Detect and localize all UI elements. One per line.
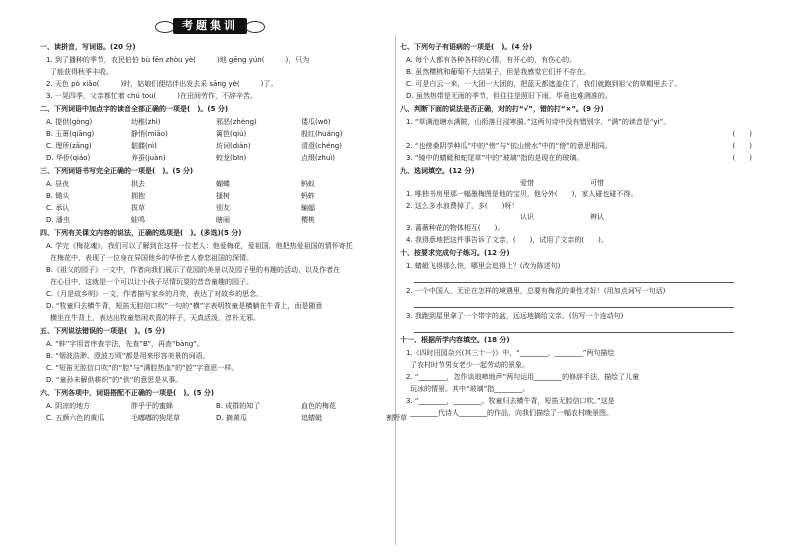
question-line: 2. 一个中国人，无论在怎样的境遇里，总要有梅花的秉性才好！(用加点词写一句话) — [406, 287, 666, 295]
section-banner — [155, 16, 265, 38]
question-line: 在梅花中，表现了一位身在异国他乡的华侨老人眷恋祖国的深情。 — [50, 254, 253, 262]
question-line: 在心目中，这就是一个可以让小孩子尽情玩耍的昔音童趣的园子。 — [50, 278, 253, 286]
word-choice: 认识 — [520, 213, 534, 221]
option: C. 理所(zāng) — [46, 142, 92, 150]
option-row — [46, 412, 407, 424]
option: 蝴蝶 — [216, 180, 230, 188]
question-line: A. 每个人都有各种各样的心情，有开心的，有伤心的。 — [406, 56, 577, 64]
section-title: 一、读拼音，写词语。(20 分) — [40, 43, 136, 51]
column-divider — [395, 35, 396, 545]
question-line: 1. “草满池塘水满陂，山衔落日浸寒漪。”这两句诗中没有错别字，“满”的读音是“yì”。 — [406, 118, 671, 126]
question-line: 1. 到了播种的季节，农民伯伯 bù fēn zhòu yè( )地 gēng yún( )，只为 — [46, 56, 310, 64]
word-choices — [520, 212, 752, 222]
question-line: 2. “也傍桑阴学种瓜”中的“傍”与“依山傍水”中的“傍”的意思相同。 — [406, 142, 612, 150]
option-row — [46, 178, 390, 190]
question-line: 1. 唯独书房里那一幅墨梅图是他的宝贝，他分外( )，家人碰也碰不得。 — [406, 190, 638, 198]
answer-bracket[interactable]: ( ) — [732, 142, 752, 150]
question-line: 2. 这么多水浪费掉了，多( )呀！ — [406, 202, 519, 210]
answer-bracket[interactable]: ( ) — [732, 154, 752, 162]
option: 蚂蚱 — [301, 192, 315, 200]
option: 幼稚(zhì) — [131, 118, 161, 126]
question-line: A. 学完《梅花魂》，我们可以了解到在这样一位老人：他爱梅花，爱祖国，他把热爱祖国的情怀寄托 — [46, 242, 353, 250]
option: A. 提供(gòng) — [46, 118, 93, 126]
option: 毛嘟嘟的狗尾草 — [131, 414, 180, 422]
question-line: D. “牧童归去横牛背，短笛无腔信口吹”一句的“横”字表明牧童是横躺在牛背上，而是随意 — [46, 302, 323, 310]
option: 倭瓜(wō) — [301, 118, 331, 126]
cloud-ornament-icon — [245, 21, 265, 33]
option: A. 昼夜 — [46, 180, 70, 188]
question-line: 了能获得秋季丰收。 — [50, 68, 113, 76]
section-title: 七、下列句子有语病的一项是( )。(4 分) — [400, 43, 533, 51]
option: D. 摘黄瓜 — [216, 414, 247, 422]
question-line: 3. “镜中的蜻蜓和蛇尾草”中的“玻璃”指的是现在的玻璃。 — [406, 154, 584, 162]
section-title: 六、下列各项中，词语搭配不正确的一项是( )。(5 分) — [40, 389, 215, 397]
option: 别友 — [216, 204, 230, 212]
question-line: 横坐在牛背上，表达出牧童悠闲欢喜的样子，天真活泼，淳朴无邪。 — [50, 314, 260, 322]
option: 割野草 — [386, 414, 407, 422]
option: 追蜻蜓 — [301, 414, 322, 422]
question-line: C. “短笛无腔信口吹”的“腔”与“满腔热血”的“腔”字意思一样。 — [46, 364, 239, 372]
question-line: 3. “________，________。牧童归去横牛背，短笛无腔信口吹。”这是 — [406, 397, 615, 405]
question-line: 了农村时节男女老少一起劳动的景象。 — [410, 361, 529, 369]
question-line: B. “烟波浩渺、澄波万顷”都是用来形容美景的词语。 — [46, 352, 210, 360]
question-line: A. “蚌”字用音序查字法，先查“B”，再查“bàng”。 — [46, 340, 204, 348]
question-line: 3. 蔷薇种花的物体相互( )。 — [406, 224, 505, 232]
judge-row — [406, 116, 752, 128]
option: 静悄(miāo) — [131, 130, 168, 138]
option: 蝙蝠 — [301, 204, 315, 212]
option: C. 五颜六色的黄瓜 — [46, 414, 105, 422]
option: 坊词(diàn) — [216, 142, 251, 150]
option: 清澄(chéng) — [301, 142, 342, 150]
option: 养蚕(juàn) — [131, 154, 166, 162]
judge-row — [406, 152, 752, 164]
left-column — [40, 40, 407, 424]
section-title: 二、下列词语中加点字的读音全部正确的一项是( )。(5 分) — [40, 105, 229, 113]
question-line: D. “童孙未解供耕织”的“供”的意思是从事。 — [46, 376, 183, 384]
option: 蛙鸣 — [131, 216, 145, 224]
cloud-ornament-icon — [155, 21, 175, 33]
question-line: C.《月是故乡明》一文，作者描写家乡的月亮，表达了对故乡的思念。 — [46, 290, 264, 298]
option: 瞎闹 — [216, 216, 230, 224]
option: D. 华侨(qiáo) — [46, 154, 91, 162]
question-line: 2. “________，忽作谈琅啼地声”两句运用________的修辞手法，描绘了儿童 — [406, 373, 640, 381]
section-title: 十、按要求完成句子练习。(12 分) — [400, 249, 510, 257]
option: 蚂蚁 — [301, 180, 315, 188]
option: 拥抱 — [131, 192, 145, 200]
option: 樱桃 — [301, 216, 315, 224]
option-row — [46, 140, 390, 152]
option-row — [46, 400, 390, 412]
section-title: 九、选词填空。(12 分) — [400, 167, 475, 175]
judge-row — [406, 128, 752, 140]
option-row — [46, 128, 390, 140]
word-choice: 辨认 — [590, 213, 604, 221]
question-line: 1.《四时田园杂兴(其三十一)》中，“________，________”两句描绘 — [406, 349, 615, 357]
section-title: 五、下列说法错误的一项是( )。(5 分) — [40, 327, 166, 335]
word-choice: 爱惜 — [520, 179, 534, 187]
option: D. 潘虫 — [46, 216, 70, 224]
right-column — [400, 40, 752, 419]
question-line: D. 虽然热带是无雨的季节，但往往是照旧下雨，毕竟也难测准的。 — [406, 92, 612, 100]
option: 邪恶(zhèng) — [216, 118, 257, 126]
option: B. 成群的知了 — [216, 402, 261, 410]
question-line: 3. 我跑到屋里拿了一个带字的盆，远远地摘给文亲。(仿写一个连动句) — [406, 312, 624, 320]
option: B. 玉箫(qiāng) — [46, 130, 95, 138]
option-row — [46, 190, 390, 202]
answer-bracket[interactable]: ( ) — [732, 130, 752, 138]
word-choice: 可惜 — [590, 179, 604, 187]
option: 殷红(huáng) — [301, 130, 343, 138]
question-line: B.《祖父的园子》一文中，作者向我们展示了花园的美景以及园子里的有趣的活动，以及作者在 — [46, 266, 341, 274]
option-row — [46, 202, 390, 214]
option-row — [46, 214, 390, 226]
option-row — [46, 152, 390, 164]
question-line: 3. 一晃四季，父亲都忙着 chú tou( )在田间劳作，不辞辛苦。 — [46, 92, 258, 100]
question-line: 2. 天色 pò xiǎo( )时，姑娘们便结伴出发去采 sāng yè( )了。 — [46, 80, 278, 88]
option-row — [46, 116, 390, 128]
question-line: 1. 蜻蜓飞得那么快，哪里会追得上？(改为陈述句) — [406, 262, 561, 270]
banner-title: 考题集训 — [173, 18, 247, 34]
answer-line[interactable] — [414, 322, 734, 333]
option: 胖乎乎的蜜蜂 — [131, 402, 173, 410]
option: 蛟龙(bīn) — [216, 154, 247, 162]
question-line: B. 虽然樱桃和葡萄不大结果子，但是我感觉它们并不存在。 — [406, 68, 591, 76]
option: 拔草 — [131, 204, 145, 212]
option: 篱笆(qiú) — [216, 130, 247, 138]
question-line: ________代诗人________的作品，向我们描绘了一幅农村晚景图。 — [410, 409, 613, 417]
option: C. 承认 — [46, 204, 70, 212]
option: 点缀(zhuì) — [301, 154, 335, 162]
word-choices — [520, 178, 752, 188]
answer-line[interactable] — [414, 272, 734, 283]
section-title: 八、判断下面的说法是否正确，对的打“√”，错的打“×”。(9 分) — [400, 105, 604, 113]
option: 血色的梅花 — [301, 402, 336, 410]
option: B. 锄头 — [46, 192, 70, 200]
answer-line[interactable] — [414, 297, 734, 308]
section-title: 三、下列词语书写完全正确的一项是( )。(5 分) — [40, 167, 194, 175]
question-line: C. 可是白云一来，一大团一大团的，把蓝天都遮盖住了，我们就跑到祖父的草帽里去了。 — [406, 80, 682, 88]
option: 搔树 — [216, 192, 230, 200]
question-line: 玩冰的情景。其中“玻璃”指________。 — [410, 385, 530, 393]
judge-row — [406, 140, 752, 152]
section-title: 十一、根据所学内容填空。(18 分) — [400, 336, 510, 344]
option: 拱去 — [131, 180, 145, 188]
section-title: 四、下列有关课文内容的说法，正确的选项是( )。(多选)(5 分) — [40, 229, 242, 237]
option: 骷髅(nì) — [131, 142, 157, 150]
question-line: 4. 我得意地把这件事告诉了文亲，( )，试用了文亲的( )。 — [406, 236, 608, 244]
option: A. 阴凉的地方 — [46, 402, 91, 410]
